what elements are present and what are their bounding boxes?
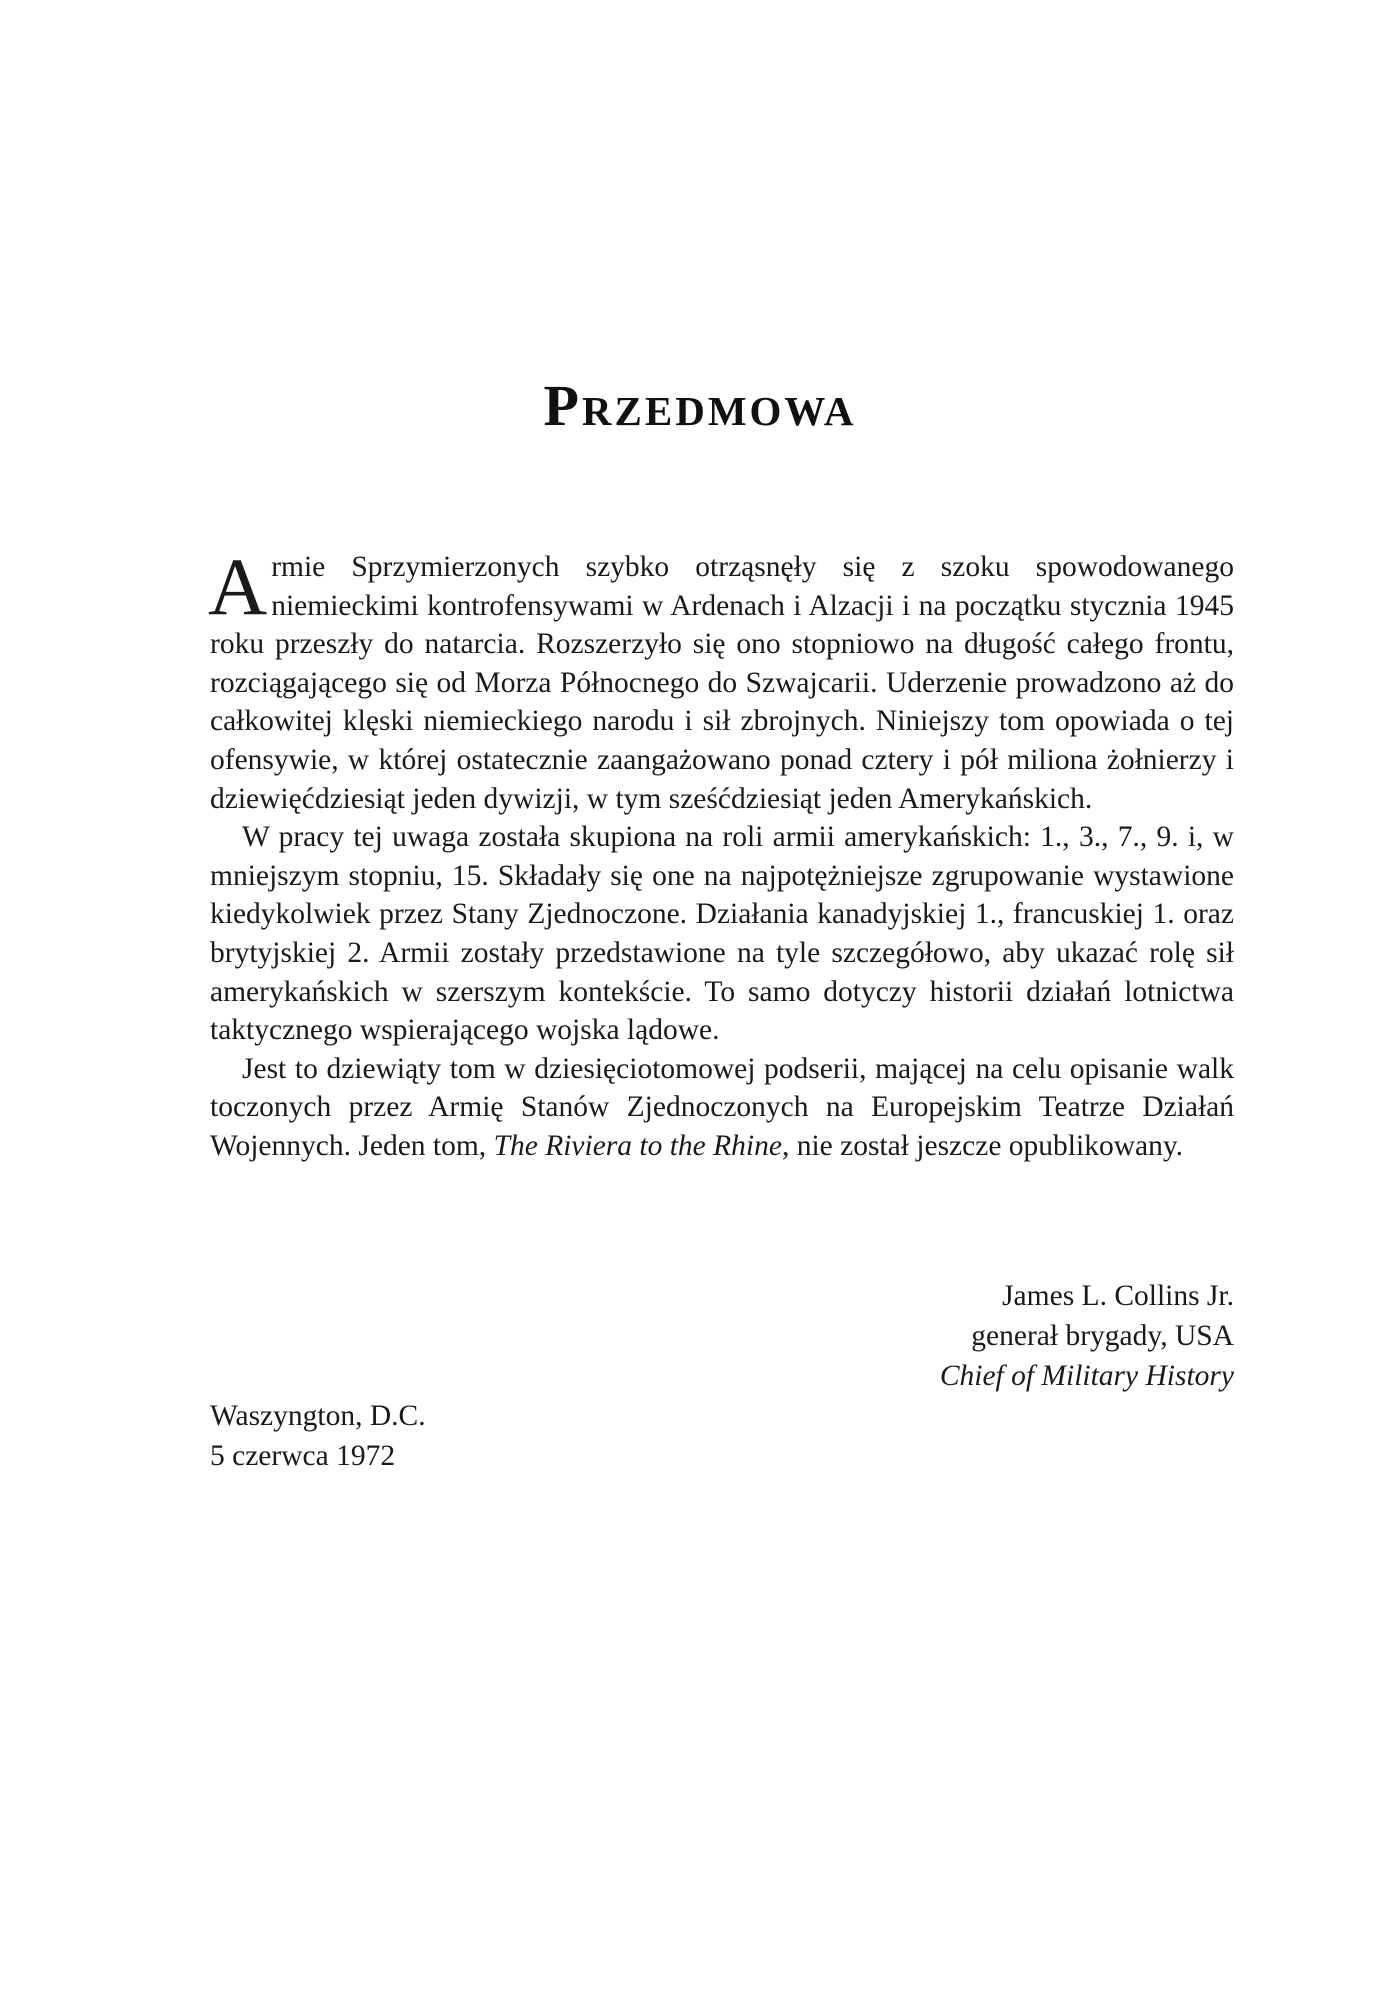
page-title: Przedmowa xyxy=(543,373,857,438)
paragraph-2-text: W pracy tej uwaga została skupiona na roli armii amerykańskich: 1., 3., 7., 9. i, w mniejszym stopniu, 15. Składały się one na najpotężniejsze zgrupowanie wystawione kiedykolwiek przez Stany Zjednoczone. Działania kanadyjskiej 1., francuskiej 1. oraz brytyjskiej 2. Armii zostały przedstawione na tyle szczegółowo, aby ukazać rolę sił amerykańskich w szerszym kontekście. To samo dotyczy historii działań lotnictwa taktycznego wspierającego wojska lądowe. xyxy=(210,821,1234,1047)
place: Waszyngton, D.C. xyxy=(210,1400,426,1432)
preface-body xyxy=(208,541,1234,1166)
signature-role: Chief of Military History xyxy=(939,1360,1234,1392)
paragraph-3-text-after: , nie został jeszcze opublikowany. xyxy=(781,1129,1184,1162)
paragraph-3-text-before: Jest to dziewiąty tom w dziesięciotomowej podserii, mającej na celu opisanie walk toczonych przez Armię Stanów Zjednoczonych na Europejskim Teatrze Działań Wojennych. Jeden tom, xyxy=(210,1052,1234,1162)
paragraph-1-text: rmie Sprzymierzonych szybko otrząsnęły się z szoku spowodowanego niemieckimi kontrofensywami w Ardenach i Alzacji i na początku stycznia 1945 roku przeszły do natarcia. Rozszerzyło się ono stopniowo na długość całego frontu, rozciągającego się od Morza Północnego do Szwajcarii. Uderzenie prowadzono aż do całkowitej klęski niemieckiego narodu i sił zbrojnych. Niniejszy tom opowiada o tej ofensywie, w której ostatecznie zaangażowano ponad cztery i pół miliona żołnierzy i dziewięćdziesiąt jeden dywizji, w tym sześćdziesiąt jeden Amerykańskich. xyxy=(210,551,1234,815)
place-date-block xyxy=(210,1396,426,1476)
date: 5 czerwca 1972 xyxy=(210,1440,396,1472)
paragraph-1 xyxy=(208,541,1234,818)
signature-name: James L. Collins Jr. xyxy=(1002,1280,1234,1312)
signature-block xyxy=(940,1276,1234,1396)
drop-cap: A xyxy=(208,541,268,632)
paragraph-2 xyxy=(210,818,1234,1050)
paragraph-3 xyxy=(210,1050,1234,1166)
signature-rank: generał brygady, USA xyxy=(971,1320,1234,1352)
book-title: The Riviera to the Rhine xyxy=(493,1129,782,1162)
